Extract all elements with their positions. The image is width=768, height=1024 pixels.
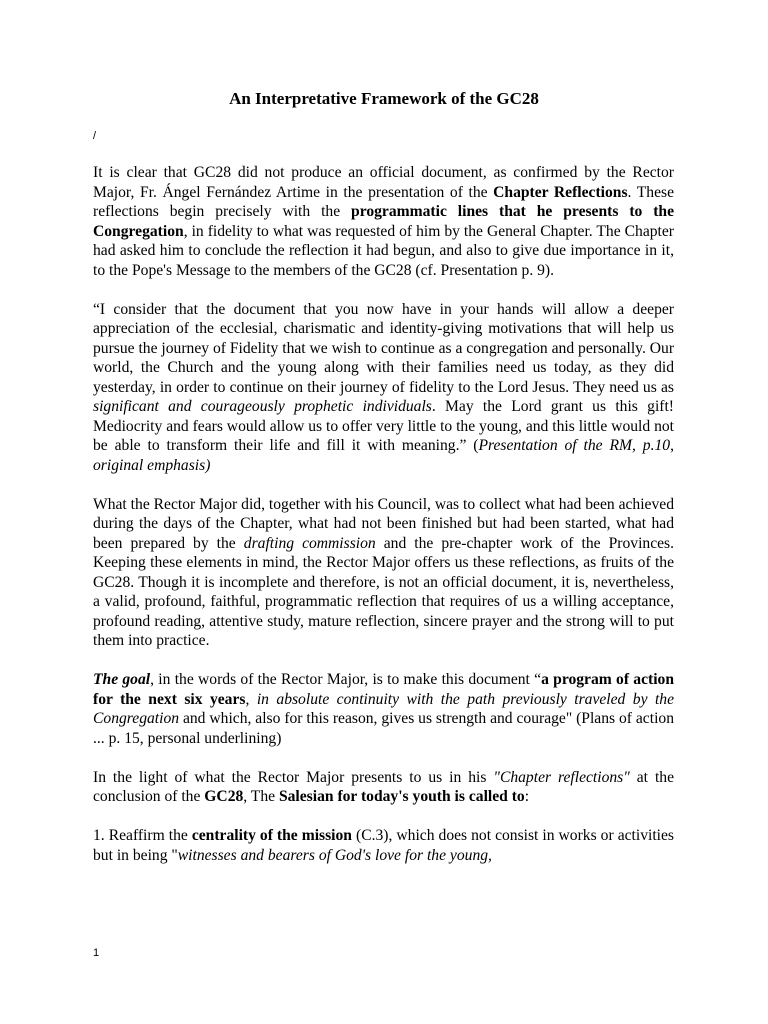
text-run: In the light of what the Rector Major presents to us in his (93, 768, 494, 786)
paragraph-4 (93, 670, 674, 748)
text-run: , The (243, 788, 279, 805)
paragraph-2-quote (93, 300, 674, 476)
italic-run: drafting commission (243, 534, 376, 552)
text-run: and the pre-chapter work of the Provinces. Keeping these elements in mind, the Rector Major offers us these reflections, as fruits of the GC28. Though it is incomplete and therefore, is not an official document, it is, nevertheless, a valid, profound, faithful, programmatic reflection that requires of us a willing acceptance, profound reading, attentive study, mature reflection, sincere prayer and the strong will to put them into practice. (93, 534, 675, 649)
text-run: at the conclusion of the (93, 768, 674, 805)
bold-run: centrality of the mission (191, 827, 352, 844)
paragraph-3 (93, 495, 674, 651)
text-run: (C.3), which does not consist in works or activities but in being " (93, 827, 674, 864)
document-body (93, 163, 674, 885)
text-run: , in the words of the Rector Major, is to make this document “ (150, 671, 542, 688)
italic-run: witnesses and bearers of God's love for the young, (177, 846, 492, 864)
italic-run: significant and courageously prophetic individuals (93, 398, 432, 415)
italic-run: "Chapter reflections" (493, 768, 630, 786)
bold-run: GC28 (204, 788, 244, 805)
paragraph-5 (93, 768, 674, 807)
bold-run: a program of action for the next six years (93, 671, 675, 708)
text-run: , in fidelity to what was requested of him by the General Chapter. The Chapter had asked him to conclude the reflection it had begun, and also to give due importance in it, to the Pope's Message to the members of the GC28 (cf. Presentation p. 9). (93, 222, 674, 279)
page-number: 1 (93, 947, 100, 959)
paragraph-6 (93, 826, 674, 865)
paragraph-1 (93, 163, 674, 280)
text-run: , (245, 690, 257, 708)
text-run: , (670, 437, 674, 454)
bold-run: Chapter Reflections (493, 183, 628, 201)
text-run: “I consider that the document that you now have in your hands will allow a deeper appreciation of the ecclesial, charismatic and identity-giving motivations that will help us pursue the journey of Fidelity that we wish to continue as a congregation and personally. Our world, the Church and the young along with their families need us today, as they did yesterday, in order to continue on their journey of fidelity to the Lord Jesus. They need us as (93, 300, 675, 396)
text-run: and which, also for this reason, gives us strength and courage" (Plans of action ... p. 15, personal underlining) (93, 710, 674, 747)
text-run: . These reflections begin precisely with the (93, 183, 675, 220)
bold-italic-run: The goal (93, 671, 151, 688)
text-run: What the Rector Major did, together with his Council, was to collect what had been achieved during the days of the Chapter, what had not been finished but had been started, what had been prepared by the (93, 495, 674, 552)
bold-run: Salesian for today's youth is called to (278, 788, 525, 805)
slash-mark: / (93, 130, 97, 142)
document-title: An Interpretative Framework of the GC28 (229, 89, 539, 108)
text-run: : (524, 788, 530, 805)
text-run: It is clear that GC28 did not produce an official document, as confirmed by the Rector Major, Fr. Ángel Fernández Artime in the presentation of the (93, 164, 674, 201)
italic-run: Presentation of the RM, p.10 (478, 437, 671, 454)
italic-run: in absolute continuity with the path previously traveled by the Congregation (93, 690, 675, 727)
text-run: 1. Reaffirm the (93, 827, 192, 844)
text-run: . May the Lord grant us this gift! Mediocrity and fears would allow us to offer very little to the young, and this little would not be able to transform their life and fill it with meaning.” ( (93, 398, 674, 454)
italic-run: original emphasis) (93, 456, 211, 474)
bold-run: programmatic lines that he presents to the Congregation (93, 203, 674, 240)
